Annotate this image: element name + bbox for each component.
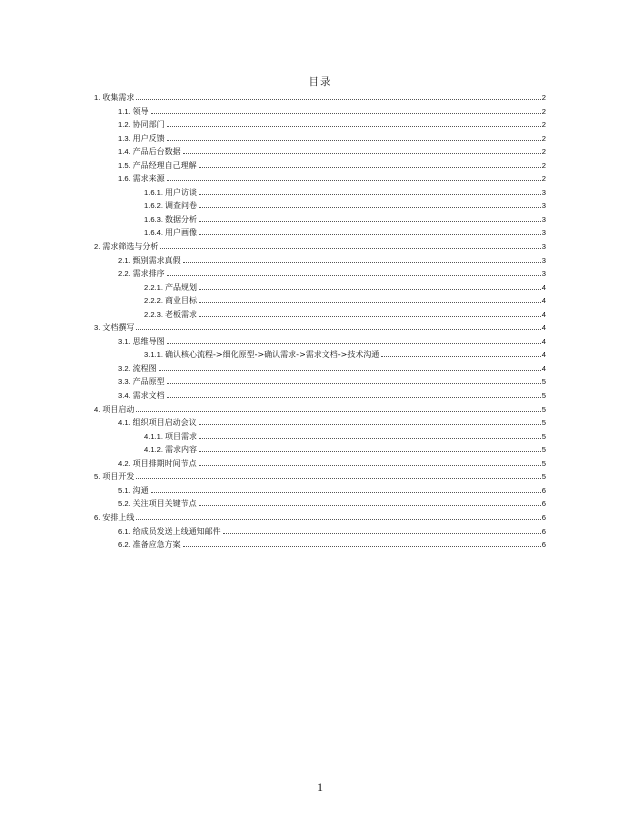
toc-entry-number: 4. xyxy=(94,404,101,414)
table-of-contents xyxy=(94,91,546,552)
toc-entry-label: 思维导图 xyxy=(132,336,165,346)
toc-entry-number: 2.2.1. xyxy=(144,282,163,292)
toc-dot-leader xyxy=(199,194,541,195)
toc-entry-label: 老板需求 xyxy=(165,309,197,319)
toc-entry-page: 5 xyxy=(541,431,546,441)
toc-entry[interactable] xyxy=(94,348,546,362)
toc-entry[interactable] xyxy=(94,335,546,349)
toc-entry[interactable] xyxy=(94,267,546,281)
toc-entry[interactable] xyxy=(94,172,546,186)
toc-entry-page: 2 xyxy=(541,93,546,102)
toc-entry-label: 流程图 xyxy=(132,363,157,373)
toc-entry-label: 确认核心流程->细化原型->确认需求->需求文档->技术沟通 xyxy=(165,350,380,360)
toc-entry-page: 3 xyxy=(541,201,546,211)
toc-entry-number: 2.2.2. xyxy=(144,296,163,306)
toc-entry-label: 需求文档 xyxy=(132,391,165,401)
toc-entry[interactable] xyxy=(94,375,546,389)
toc-entry[interactable] xyxy=(94,362,546,376)
toc-entry-label: 沟通 xyxy=(132,485,149,495)
toc-title: 目录 xyxy=(308,76,332,88)
toc-entry[interactable] xyxy=(94,199,546,213)
toc-entry-page: 5 xyxy=(541,472,546,482)
toc-entry-number: 2.1. xyxy=(118,255,131,265)
toc-entry[interactable] xyxy=(94,538,546,552)
toc-entry[interactable] xyxy=(94,497,546,511)
toc-entry-label: 产品规划 xyxy=(165,282,197,292)
toc-entry-page: 4 xyxy=(541,323,546,333)
toc-dot-leader xyxy=(167,343,541,344)
toc-entry[interactable] xyxy=(94,416,546,430)
toc-entry[interactable] xyxy=(94,511,546,525)
toc-entry-number: 1.4. xyxy=(118,147,131,157)
toc-entry-page: 4 xyxy=(541,296,546,306)
toc-entry-number: 2. xyxy=(94,242,101,252)
toc-entry-label: 甄别需求真假 xyxy=(132,255,181,265)
toc-dot-leader xyxy=(167,275,541,276)
toc-entry-number: 2.2. xyxy=(118,269,131,279)
toc-entry[interactable] xyxy=(94,525,546,539)
toc-entry-number: 1. xyxy=(94,93,101,102)
toc-entry-page: 6 xyxy=(541,485,546,495)
toc-dot-leader xyxy=(199,451,541,452)
toc-entry[interactable] xyxy=(94,240,546,254)
toc-entry-label: 用户画像 xyxy=(165,228,197,238)
toc-entry-label: 产品经理自己理解 xyxy=(132,160,197,170)
toc-dot-leader xyxy=(199,234,541,235)
toc-entry-number: 6.1. xyxy=(118,526,131,536)
toc-dot-leader xyxy=(136,329,540,330)
toc-dot-leader xyxy=(199,505,541,506)
toc-entry[interactable] xyxy=(94,118,546,132)
toc-entry-page: 6 xyxy=(541,540,546,550)
toc-entry-label: 关注项目关键节点 xyxy=(132,499,197,509)
toc-entry-number: 4.1.1. xyxy=(144,431,163,441)
toc-entry-page: 3 xyxy=(541,187,546,197)
toc-entry-page: 2 xyxy=(541,106,546,116)
toc-entry-page: 4 xyxy=(541,363,546,373)
toc-entry-label: 需求筛选与分析 xyxy=(102,242,159,252)
toc-entry-number: 4.2. xyxy=(118,458,131,468)
toc-entry-number: 3.2. xyxy=(118,363,131,373)
toc-entry-label: 收集需求 xyxy=(102,93,135,102)
toc-dot-leader xyxy=(199,221,541,222)
toc-dot-leader xyxy=(381,356,540,357)
toc-entry-label: 产品后台数据 xyxy=(132,147,181,157)
toc-entry-number: 4.1.2. xyxy=(144,445,163,455)
toc-entry-number: 1.6. xyxy=(118,174,131,184)
page-number: 1 xyxy=(317,780,323,794)
toc-entry-number: 5. xyxy=(94,472,101,482)
toc-entry-label: 数据分析 xyxy=(165,214,197,224)
toc-entry[interactable] xyxy=(94,91,546,105)
toc-entry-label: 项目启动 xyxy=(102,404,135,414)
toc-entry-number: 3.4. xyxy=(118,391,131,401)
toc-dot-leader xyxy=(199,167,541,168)
toc-dot-leader xyxy=(223,533,541,534)
toc-entry-number: 1.6.1. xyxy=(144,187,163,197)
toc-entry[interactable] xyxy=(94,213,546,227)
toc-entry-label: 组织项目启动会议 xyxy=(132,418,197,428)
toc-entry[interactable] xyxy=(94,132,546,146)
toc-entry-page: 3 xyxy=(541,242,546,252)
toc-entry[interactable] xyxy=(94,308,546,322)
toc-entry[interactable] xyxy=(94,281,546,295)
toc-entry-label: 用户访谈 xyxy=(165,187,197,197)
toc-entry-label: 协同部门 xyxy=(132,120,165,130)
toc-entry-page: 2 xyxy=(541,160,546,170)
toc-entry-page: 2 xyxy=(541,174,546,184)
toc-entry-label: 用户反馈 xyxy=(132,133,165,143)
toc-entry-label: 安排上线 xyxy=(102,512,135,522)
toc-entry-number: 1.6.4. xyxy=(144,228,163,238)
toc-entry-number: 4.1. xyxy=(118,418,131,428)
toc-entry[interactable] xyxy=(94,105,546,119)
toc-entry-label: 需求排序 xyxy=(132,269,165,279)
toc-entry-label: 文档撰写 xyxy=(102,323,135,333)
toc-entry-page: 4 xyxy=(541,309,546,319)
toc-entry[interactable] xyxy=(94,443,546,457)
toc-dot-leader xyxy=(167,140,541,141)
toc-entry-page: 5 xyxy=(541,445,546,455)
toc-dot-leader xyxy=(136,478,540,479)
toc-entry-label: 给成员发送上线通知邮件 xyxy=(132,526,221,536)
toc-entry-number: 1.6.2. xyxy=(144,201,163,211)
toc-entry-label: 商业目标 xyxy=(165,296,197,306)
toc-entry-number: 3. xyxy=(94,323,101,333)
toc-dot-leader xyxy=(167,126,541,127)
toc-entry-page: 3 xyxy=(541,255,546,265)
toc-dot-leader xyxy=(136,519,540,520)
toc-entry-page: 6 xyxy=(541,512,546,522)
toc-entry[interactable] xyxy=(94,254,546,268)
toc-entry-number: 3.1. xyxy=(118,336,131,346)
toc-entry[interactable] xyxy=(94,403,546,417)
toc-entry-number: 1.5. xyxy=(118,160,131,170)
toc-entry-page: 5 xyxy=(541,391,546,401)
toc-dot-leader xyxy=(167,180,541,181)
toc-entry[interactable] xyxy=(94,159,546,173)
toc-entry-label: 产品原型 xyxy=(132,377,165,387)
toc-entry-page: 5 xyxy=(541,418,546,428)
toc-dot-leader xyxy=(136,411,540,412)
toc-entry-label: 需求内容 xyxy=(165,445,197,455)
toc-entry-number: 1.3. xyxy=(118,133,131,143)
toc-dot-leader xyxy=(159,370,541,371)
toc-entry-number: 3.1.1. xyxy=(144,350,163,360)
toc-entry[interactable] xyxy=(94,145,546,159)
toc-dot-leader xyxy=(199,465,541,466)
toc-entry-page: 6 xyxy=(541,526,546,536)
toc-entry[interactable] xyxy=(94,430,546,444)
toc-entry-page: 2 xyxy=(541,147,546,157)
toc-entry-label: 需求来源 xyxy=(132,174,165,184)
toc-entry-page: 3 xyxy=(541,214,546,224)
toc-dot-leader xyxy=(151,492,541,493)
toc-entry-page: 2 xyxy=(541,133,546,143)
toc-entry-number: 1.6.3. xyxy=(144,214,163,224)
toc-entry-label: 领导 xyxy=(132,106,149,116)
toc-dot-leader xyxy=(199,302,541,303)
toc-entry-page: 4 xyxy=(541,350,546,360)
toc-entry-page: 5 xyxy=(541,404,546,414)
toc-entry-label: 项目需求 xyxy=(165,431,197,441)
toc-dot-leader xyxy=(167,383,541,384)
toc-entry[interactable] xyxy=(94,321,546,335)
toc-entry-page: 3 xyxy=(541,228,546,238)
toc-dot-leader xyxy=(151,113,541,114)
toc-dot-leader xyxy=(199,316,541,317)
toc-entry-number: 1.2. xyxy=(118,120,131,130)
toc-entry-label: 调查问卷 xyxy=(165,201,197,211)
toc-entry-number: 3.3. xyxy=(118,377,131,387)
toc-dot-leader xyxy=(199,424,541,425)
toc-entry-label: 项目开发 xyxy=(102,472,135,482)
toc-entry-number: 5.2. xyxy=(118,499,131,509)
toc-entry-page: 2 xyxy=(541,120,546,130)
toc-dot-leader xyxy=(199,438,541,439)
toc-dot-leader xyxy=(183,153,541,154)
toc-entry-page: 5 xyxy=(541,458,546,468)
toc-entry[interactable] xyxy=(94,457,546,471)
toc-entry-page: 6 xyxy=(541,499,546,509)
toc-entry-number: 6. xyxy=(94,512,101,522)
toc-entry[interactable] xyxy=(94,294,546,308)
toc-entry-number: 2.2.3. xyxy=(144,309,163,319)
toc-entry[interactable] xyxy=(94,186,546,200)
toc-dot-leader xyxy=(167,397,541,398)
toc-entry-number: 5.1. xyxy=(118,485,131,495)
toc-entry-page: 3 xyxy=(541,269,546,279)
toc-entry-page: 4 xyxy=(541,282,546,292)
toc-entry[interactable] xyxy=(94,389,546,403)
toc-entry-number: 6.2. xyxy=(118,540,131,550)
toc-dot-leader xyxy=(199,289,541,290)
toc-entry-number: 1.1. xyxy=(118,106,131,116)
toc-entry[interactable] xyxy=(94,470,546,484)
toc-entry-page: 4 xyxy=(541,336,546,346)
toc-dot-leader xyxy=(183,262,541,263)
toc-dot-leader xyxy=(183,546,541,547)
toc-dot-leader xyxy=(160,248,540,249)
toc-entry[interactable] xyxy=(94,226,546,240)
toc-dot-leader xyxy=(199,207,541,208)
toc-entry[interactable] xyxy=(94,484,546,498)
toc-entry-label: 准备应急方案 xyxy=(132,540,181,550)
toc-entry-page: 5 xyxy=(541,377,546,387)
toc-dot-leader xyxy=(136,99,540,100)
toc-entry-label: 项目排期时间节点 xyxy=(132,458,197,468)
